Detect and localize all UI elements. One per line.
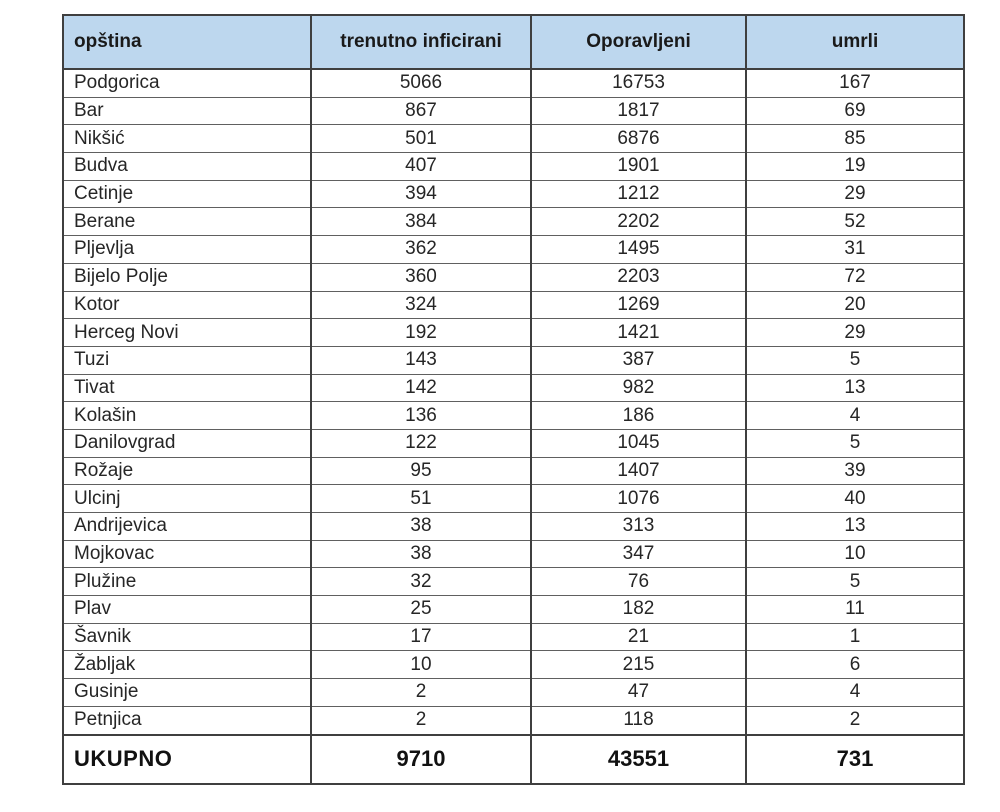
recovered-cell: 182 <box>531 596 746 624</box>
municipality-cell: Plužine <box>63 568 311 596</box>
table-row <box>63 236 964 264</box>
table-row <box>63 596 964 624</box>
municipality-cell: Gusinje <box>63 679 311 707</box>
municipality-cell: Tuzi <box>63 346 311 374</box>
column-header-opstina: opština <box>63 15 311 69</box>
recovered-cell: 1901 <box>531 153 746 181</box>
total-deaths-cell: 731 <box>746 735 964 784</box>
deaths-cell: 5 <box>746 346 964 374</box>
deaths-cell: 4 <box>746 679 964 707</box>
deaths-cell: 29 <box>746 319 964 347</box>
infected-cell: 501 <box>311 125 531 153</box>
municipality-cell: Tivat <box>63 374 311 402</box>
table-row <box>63 346 964 374</box>
table-row <box>63 429 964 457</box>
municipality-cell: Danilovgrad <box>63 429 311 457</box>
table-row <box>63 513 964 541</box>
column-header-umrli: umrli <box>746 15 964 69</box>
municipality-cell: Kolašin <box>63 402 311 430</box>
infected-cell: 362 <box>311 236 531 264</box>
infected-cell: 5066 <box>311 69 531 97</box>
municipality-cell: Berane <box>63 208 311 236</box>
table-row <box>63 651 964 679</box>
recovered-cell: 347 <box>531 540 746 568</box>
municipality-cell: Žabljak <box>63 651 311 679</box>
infected-cell: 2 <box>311 706 531 734</box>
deaths-cell: 2 <box>746 706 964 734</box>
municipality-cell: Andrijevica <box>63 513 311 541</box>
deaths-cell: 31 <box>746 236 964 264</box>
table-row <box>63 485 964 513</box>
recovered-cell: 186 <box>531 402 746 430</box>
table-row <box>63 679 964 707</box>
deaths-cell: 167 <box>746 69 964 97</box>
infected-cell: 25 <box>311 596 531 624</box>
deaths-cell: 20 <box>746 291 964 319</box>
table-row <box>63 540 964 568</box>
deaths-cell: 11 <box>746 596 964 624</box>
municipality-cell: Herceg Novi <box>63 319 311 347</box>
deaths-cell: 39 <box>746 457 964 485</box>
infected-cell: 95 <box>311 457 531 485</box>
recovered-cell: 6876 <box>531 125 746 153</box>
recovered-cell: 1407 <box>531 457 746 485</box>
table-row <box>63 402 964 430</box>
deaths-cell: 40 <box>746 485 964 513</box>
recovered-cell: 1045 <box>531 429 746 457</box>
recovered-cell: 387 <box>531 346 746 374</box>
recovered-cell: 21 <box>531 623 746 651</box>
deaths-cell: 4 <box>746 402 964 430</box>
infected-cell: 17 <box>311 623 531 651</box>
deaths-cell: 5 <box>746 429 964 457</box>
infected-cell: 38 <box>311 513 531 541</box>
table-row <box>63 69 964 97</box>
recovered-cell: 47 <box>531 679 746 707</box>
infected-cell: 2 <box>311 679 531 707</box>
deaths-cell: 85 <box>746 125 964 153</box>
recovered-cell: 313 <box>531 513 746 541</box>
municipality-cell: Pljevlja <box>63 236 311 264</box>
municipality-cell: Kotor <box>63 291 311 319</box>
municipality-cell: Plav <box>63 596 311 624</box>
table-row <box>63 706 964 734</box>
infected-cell: 142 <box>311 374 531 402</box>
deaths-cell: 13 <box>746 513 964 541</box>
infected-cell: 324 <box>311 291 531 319</box>
recovered-cell: 1269 <box>531 291 746 319</box>
infected-cell: 384 <box>311 208 531 236</box>
total-row <box>63 735 964 784</box>
deaths-cell: 10 <box>746 540 964 568</box>
table-row <box>63 568 964 596</box>
table-row <box>63 263 964 291</box>
infected-cell: 51 <box>311 485 531 513</box>
recovered-cell: 76 <box>531 568 746 596</box>
deaths-cell: 5 <box>746 568 964 596</box>
recovered-cell: 1421 <box>531 319 746 347</box>
infected-cell: 38 <box>311 540 531 568</box>
infected-cell: 192 <box>311 319 531 347</box>
table-row <box>63 319 964 347</box>
recovered-cell: 215 <box>531 651 746 679</box>
deaths-cell: 6 <box>746 651 964 679</box>
covid-statistics-table <box>62 14 965 785</box>
column-header-oporavljeni: Oporavljeni <box>531 15 746 69</box>
municipality-cell: Budva <box>63 153 311 181</box>
infected-cell: 394 <box>311 180 531 208</box>
total-infected-cell: 9710 <box>311 735 531 784</box>
table-row <box>63 374 964 402</box>
table-row <box>63 208 964 236</box>
deaths-cell: 13 <box>746 374 964 402</box>
deaths-cell: 29 <box>746 180 964 208</box>
recovered-cell: 1817 <box>531 97 746 125</box>
table-row <box>63 623 964 651</box>
column-header-trenutno-inficirani: trenutno inficirani <box>311 15 531 69</box>
municipality-cell: Mojkovac <box>63 540 311 568</box>
recovered-cell: 16753 <box>531 69 746 97</box>
infected-cell: 407 <box>311 153 531 181</box>
table-row <box>63 457 964 485</box>
municipality-cell: Rožaje <box>63 457 311 485</box>
header-row <box>63 15 964 69</box>
infected-cell: 867 <box>311 97 531 125</box>
table-row <box>63 153 964 181</box>
municipality-cell: Petnjica <box>63 706 311 734</box>
table-row <box>63 180 964 208</box>
table-row <box>63 125 964 153</box>
deaths-cell: 52 <box>746 208 964 236</box>
municipality-cell: Bijelo Polje <box>63 263 311 291</box>
municipality-cell: Ulcinj <box>63 485 311 513</box>
municipality-cell: Podgorica <box>63 69 311 97</box>
recovered-cell: 2202 <box>531 208 746 236</box>
municipality-cell: Cetinje <box>63 180 311 208</box>
recovered-cell: 118 <box>531 706 746 734</box>
recovered-cell: 2203 <box>531 263 746 291</box>
infected-cell: 10 <box>311 651 531 679</box>
deaths-cell: 19 <box>746 153 964 181</box>
table-row <box>63 97 964 125</box>
recovered-cell: 982 <box>531 374 746 402</box>
total-recovered-cell: 43551 <box>531 735 746 784</box>
table-row <box>63 291 964 319</box>
infected-cell: 136 <box>311 402 531 430</box>
recovered-cell: 1495 <box>531 236 746 264</box>
recovered-cell: 1212 <box>531 180 746 208</box>
total-label: UKUPNO <box>63 735 311 784</box>
infected-cell: 122 <box>311 429 531 457</box>
table-body <box>63 69 964 735</box>
deaths-cell: 72 <box>746 263 964 291</box>
infected-cell: 32 <box>311 568 531 596</box>
municipality-cell: Nikšić <box>63 125 311 153</box>
municipality-cell: Bar <box>63 97 311 125</box>
infected-cell: 143 <box>311 346 531 374</box>
recovered-cell: 1076 <box>531 485 746 513</box>
deaths-cell: 69 <box>746 97 964 125</box>
infected-cell: 360 <box>311 263 531 291</box>
municipality-cell: Šavnik <box>63 623 311 651</box>
deaths-cell: 1 <box>746 623 964 651</box>
